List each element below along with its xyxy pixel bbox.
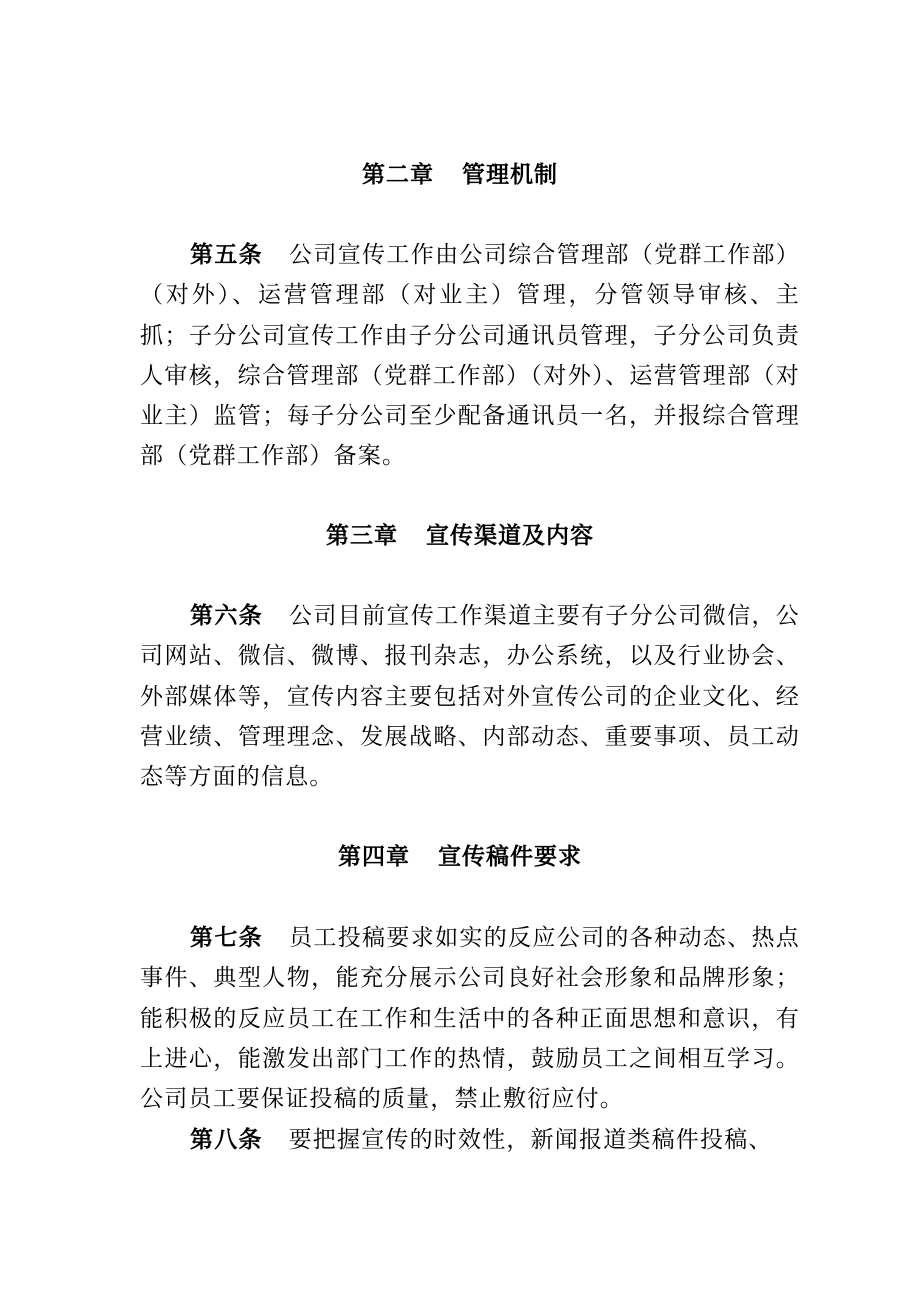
chapter-heading bbox=[0, 842, 920, 872]
chapter-heading bbox=[0, 521, 920, 551]
article-label: 第六条 bbox=[190, 602, 264, 629]
article-text: 公司目前宣传工作渠道主要有子分公司微信，公司网站、微信、微博、报刊杂志，办公系统，以及行业协会、外部媒体等，宣传内容主要包括对外宣传公司的企业文化、经营业绩、管理理念、发展战略、内部动态、重要事项、员工动态等方面的信息。 bbox=[140, 603, 801, 791]
article-paragraph bbox=[140, 596, 800, 797]
chapter-number: 第二章 bbox=[362, 161, 434, 188]
article-label: 第五条 bbox=[190, 241, 264, 268]
article-text: 公司宣传工作由公司综合管理部（党群工作部）（对外）、运营管理部（对业主）管理，分管领导审核、主抓；子分公司宣传工作由子分公司通讯员管理，子分公司负责人审核，综合管理部（党群工作部）（对外）、运营管理部（对业主）监管；每子分公司至少配备通讯员一名，并报综合管理部（党群工作部）备案。 bbox=[140, 242, 801, 470]
chapter-title: 管理机制 bbox=[462, 161, 558, 188]
article-text: 员工投稿要求如实的反应公司的各种动态、热点事件、典型人物，能充分展示公司良好社会形象和品牌形象；能积极的反应员工在工作和生活中的各种正面思想和意识，有上进心，能激发出部门工作的热情，鼓励员工之间相互学习。公司员工要保证投稿的质量，禁止敷衍应付。 bbox=[140, 925, 801, 1113]
article-text: 要把握宣传的时效性，新闻报道类稿件投稿、 bbox=[288, 1127, 773, 1153]
chapter-title: 宣传稿件要求 bbox=[438, 843, 582, 870]
article-label: 第七条 bbox=[190, 924, 264, 951]
chapter-number: 第三章 bbox=[326, 522, 398, 549]
chapter-number: 第四章 bbox=[338, 843, 410, 870]
chapter-heading bbox=[0, 160, 920, 190]
article-paragraph bbox=[140, 235, 800, 477]
chapter-title: 宣传渠道及内容 bbox=[426, 522, 594, 549]
article-paragraph bbox=[140, 1120, 800, 1160]
article-paragraph bbox=[140, 918, 800, 1119]
article-label: 第八条 bbox=[190, 1126, 263, 1153]
